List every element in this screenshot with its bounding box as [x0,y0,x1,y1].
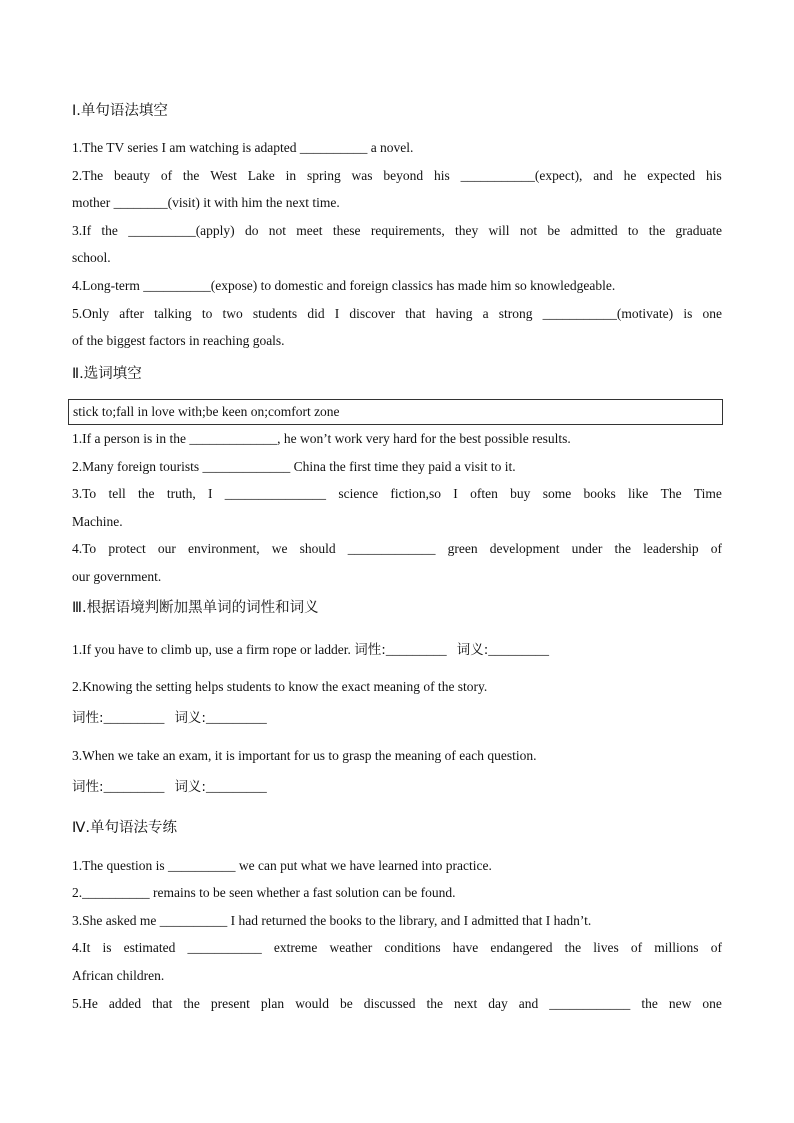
word: will [488,223,510,238]
word: ___________ [187,940,262,955]
pos-blank: _________ [103,779,165,794]
meaning-blank: _________ [206,710,267,725]
word: we [271,541,288,556]
word: extreme [273,940,318,955]
word: conditions [384,940,441,955]
word: students [252,306,298,321]
word: ____________ [549,996,631,1011]
word: under [571,541,603,556]
s4-question-5-line-1 [72,995,722,1013]
pos-blank: _________ [385,642,447,657]
word: the [614,541,632,556]
s3-question-1-text: 1.If you have to climb up, use a firm rope or ladder. [72,642,351,657]
word: after [119,306,145,321]
word: two [222,306,243,321]
word: is [683,306,693,321]
word: the [101,223,118,238]
word: spring [306,168,341,183]
word: Time [693,486,722,501]
word: they [454,223,479,238]
word: science [338,486,379,501]
word: talking [154,306,192,321]
word: to [201,306,213,321]
word: our [157,541,176,556]
word: of [630,940,643,955]
word: the [641,996,658,1011]
s4-question-1: 1.The question is __________ we can put what we have learned into practice. [72,858,492,873]
word: he [623,168,637,183]
word: 4.To [72,541,97,556]
s4-question-2: 2.__________ remains to be seen whether a fast solution can be found. [72,885,456,900]
word: discussed [363,996,416,1011]
pos-label: 词性: [72,710,104,726]
word: his [706,168,722,183]
meaning-label: 词义: [174,710,206,726]
word: 5.He [72,996,98,1011]
word: present [210,996,250,1011]
word: 3.If [72,223,92,238]
word: and [593,168,613,183]
word: protect [108,541,146,556]
s1-question-2-line-2: mother ________(visit) it with him the next time. [72,195,340,210]
s2-question-3-line-2: Machine. [72,514,123,529]
word: millions [654,940,699,955]
s2-question-4-line-2: our government. [72,569,162,584]
word: meet [296,223,323,238]
pos-label: 词性: [72,779,104,795]
word: that [152,996,173,1011]
word: buy [510,486,531,501]
word: graduate [675,223,722,238]
word: one [702,306,722,321]
word: fiction,so [390,486,441,501]
s3-question-2: 2.Knowing the setting helps students to know the exact meaning of the story. [72,679,488,694]
s1-question-3-line-2: school. [72,250,111,265]
s4-question-4-line-1 [72,939,722,957]
s1-question-3-line-1 [72,222,722,240]
word: having [435,306,473,321]
word: expected [647,168,696,183]
word: his [433,168,450,183]
word: did [307,306,325,321]
word: The [660,486,682,501]
s3-question-3: 3.When we take an exam, it is important for us to grasp the meaning of each question. [72,748,537,763]
word: one [702,996,722,1011]
word: I [453,486,458,501]
word: and [518,996,539,1011]
s4-question-4-line-2: African children. [72,968,165,983]
word: have [452,940,479,955]
word: _______________ [224,486,327,501]
word: 4.It [72,940,91,955]
word: development [489,541,560,556]
word: I [208,486,213,501]
word: new [668,996,692,1011]
word: books [583,486,616,501]
s1-question-1: 1.The TV series I am watching is adapted __________ a novel. [72,140,414,155]
word: endangered [490,940,553,955]
word: was [351,168,373,183]
word: that [405,306,426,321]
word-bank-text: stick to;fall in love with;be keen on;comfort zone [73,404,340,419]
word: ___________(expect), [460,168,583,183]
word: a [482,306,489,321]
word: is [102,940,112,955]
word: beyond [383,168,424,183]
s1-question-2-line-1 [72,167,722,185]
s2-question-4-line-1 [72,540,722,558]
word: leadership [643,541,699,556]
word: strong [498,306,533,321]
word: day [488,996,508,1011]
s1-question-5-line-2: of the biggest factors in reaching goals. [72,333,285,348]
s2-question-2: 2.Many foreign tourists _____________ China the first time they paid a visit to it. [72,459,516,474]
s3-question-1 [72,641,549,659]
section-1-title: Ⅰ.单句语法填空 [72,103,168,119]
word: would [295,996,329,1011]
word: requirements, [370,223,445,238]
word: the [426,996,443,1011]
word: added [108,996,142,1011]
word: the [183,996,200,1011]
word: truth, [166,486,196,501]
s3-question-2-answer-row [72,709,267,727]
word: lives [593,940,619,955]
word: __________(apply) [128,223,235,238]
word: these [332,223,361,238]
word: some [542,486,572,501]
word: admitted [570,223,618,238]
word: the [182,168,200,183]
word: the [564,940,582,955]
word: in [285,168,297,183]
word-bank-box [68,399,723,425]
section-2-title: Ⅱ.选词填空 [72,366,142,382]
word: plan [260,996,285,1011]
pos-blank: _________ [103,710,165,725]
s2-question-1: 1.If a person is in the _____________, he won’t work very hard for the best possible results. [72,431,571,446]
word: West [210,168,237,183]
word: beauty [113,168,150,183]
word: 2.The [72,168,104,183]
word: weather [329,940,373,955]
word: often [470,486,498,501]
word: the [138,486,155,501]
word: _____________ [347,541,436,556]
s2-question-3-line-1 [72,485,722,503]
word: to [627,223,639,238]
word: estimated [123,940,176,955]
word: environment, [188,541,260,556]
word: discover [349,306,396,321]
word: 3.To [72,486,97,501]
word: not [268,223,286,238]
meaning-blank: _________ [488,642,550,657]
word: of [710,940,722,955]
word: green [447,541,478,556]
word: I [334,306,340,321]
section-4-title: Ⅳ.单句语法专练 [72,820,177,836]
word: not [519,223,538,238]
word: should [299,541,336,556]
word: like [628,486,649,501]
word: of [710,541,722,556]
word: be [547,223,561,238]
word: of [160,168,173,183]
s4-question-3: 3.She asked me __________ I had returned the books to the library, and I admitted that I hadn’t. [72,913,592,928]
word: next [454,996,478,1011]
word: tell [108,486,126,501]
s1-question-5-line-1 [72,305,722,323]
word: Lake [247,168,275,183]
word: do [244,223,259,238]
word: be [339,996,353,1011]
word: ___________(motivate) [542,306,674,321]
section-3-title: Ⅲ.根据语境判断加黑单词的词性和词义 [72,600,319,616]
s1-question-4: 4.Long-term __________(expose) to domestic and foreign classics has made him so knowledgeable. [72,278,616,293]
word: the [648,223,666,238]
word: 5.Only [72,306,110,321]
pos-label: 词性: [354,642,386,658]
meaning-label: 词义: [174,779,206,795]
meaning-blank: _________ [206,779,267,794]
s3-question-3-answer-row [72,778,267,796]
meaning-label: 词义: [456,642,489,658]
